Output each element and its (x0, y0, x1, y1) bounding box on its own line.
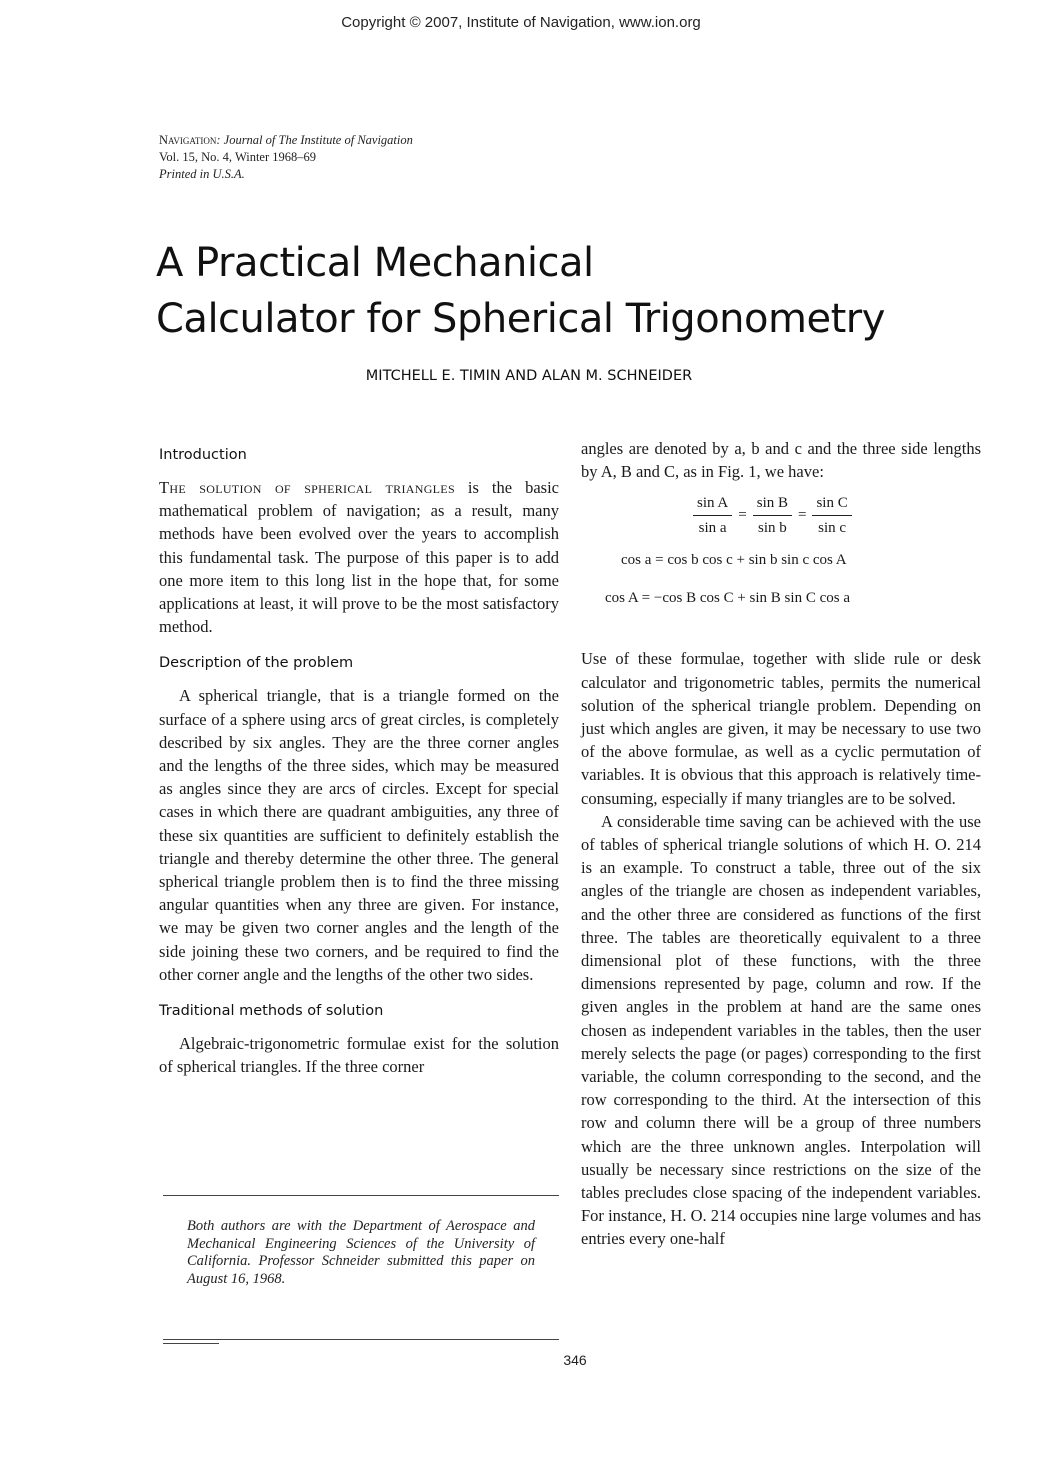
intro-text: is the basic mathematical problem of navigation; as a result, many methods have been evolved over the years to accomplish this fundamental task. The purpose of this paper is to add one more item to this long list in the hope that, for some applications at least, it will prove to be the most satisfactory method. (159, 478, 559, 637)
copyright-notice: Copyright © 2007, Institute of Navigation, www.ion.org (341, 14, 701, 31)
authors: MITCHELL E. TIMIN AND ALAN M. SCHNEIDER (365, 368, 693, 384)
page-number: 346 (563, 1352, 587, 1368)
cosine-rule-sides-equation: cos a = cos b cos c + sin b sin c cos A (621, 552, 847, 569)
paper-title (156, 235, 916, 347)
heading-introduction: Introduction (159, 447, 247, 463)
title-line-1: A Practical Mechanical (156, 239, 594, 286)
cosine-rule-angles-equation: cos A = −cos B cos C + sin B sin C cos a (605, 590, 850, 607)
traditional-paragraph: Algebraic-trigonometric formulae exist for the solution of spherical triangles. If the three corner (159, 1034, 559, 1077)
journal-printed: Printed in U.S.A. (159, 167, 245, 181)
journal-info (159, 132, 413, 183)
sine-rule-equation (691, 493, 854, 538)
author-footnote: Both authors are with the Department of Aerospace and Mechanical Engineering Sciences of the University of California. Professor Schneider submitted this paper on August 16, 1968. (187, 1218, 535, 1287)
intro-paragraph (159, 476, 559, 638)
fraction-2: $\frac{\text{sin B}}{\text{sin b}}$ (753, 493, 792, 538)
formulae-use-paragraph: Use of these formulae, together with slide rule or desk calculator and trigonometric tables, permits the numerical solution of the spherical triangle problem. Depending on just which angles are given, it may be necessary to use two of the above formulae, as well as a cyclic permutation of variables. It is obvious that this approach is relatively time-consuming, especially if many triangles are to be solved. (581, 649, 981, 808)
journal-name (159, 132, 413, 149)
journal-name-sc: Navigation (159, 133, 217, 147)
heading-description: Description of the problem (159, 655, 354, 672)
equals-sign: = (798, 507, 807, 524)
formula-intro-paragraph: angles are denoted by a, b and c and the three side lengths by A, B and C, as in Fig. 1, we have: (581, 439, 981, 482)
fraction-1: $\frac{\text{sin A}}{\text{sin a}}$ (693, 493, 732, 538)
right-column (581, 437, 981, 1251)
description-paragraph: A spherical triangle, that is a triangle formed on the surface of a sphere using arcs of great circles, is completely described by six angles. They are the three corner angles and the lengths of the three sides, which may be measured as angles since they are arcs of circles. Except for special cases in which there are quadrant ambiguities, any three of these six quantities are sufficient to definitely establish the triangle and thereby determine the other three. The general spherical triangle problem then is to find the three missing angular quantities when any three are given. For instance, we may be given two corner angles and the length of the side joining these two corners, and be required to find the other corner angle and the lengths of the other two sides. (159, 686, 559, 984)
tables-paragraph: A considerable time saving can be achieved with the use of tables of spherical triangle solutions of which H. O. 214 is an example. To construct a table, three out of the six angles of the triangle are chosen as independent variables, and the other three are considered as functions of the first three. The tables are theoretically equivalent to a three dimensional plot of these functions, with the three dimensions represented by page, column and row. If the given angles in the problem at hand are the same ones chosen as independent variables in the tables, then the user merely selects the page (or pages) corresponding to the first variable, the column corresponding to the second, and the row corresponding to the third. At the intersection of this row and column there will be a group of three numbers which are the three unknown angles. Interpolation will usually be necessary since restrictions on the size of the tables precludes close spacing of the independent variables. For instance, H. O. 214 occupies nine large volumes and has entries every one-half (581, 811, 981, 1249)
equals-sign: = (738, 507, 747, 524)
journal-volume: Vol. 15, No. 4, Winter 1968–69 (159, 150, 317, 164)
title-line-2: Calculator for Spherical Trigonometry (156, 295, 885, 342)
left-column (159, 444, 559, 1078)
intro-lead-caps: The solution of spherical triangles (159, 478, 455, 497)
heading-traditional-methods: Traditional methods of solution (159, 1003, 384, 1020)
equations (581, 491, 981, 641)
journal-name-rest: : Journal of The Institute of Navigation (216, 133, 413, 147)
fraction-3: $\frac{\text{sin C}}{\text{sin c}}$ (812, 493, 851, 538)
footnote-rule-top (163, 1195, 559, 1196)
footnote-rule-short (163, 1343, 219, 1344)
footnote-rule-bottom (163, 1339, 559, 1340)
